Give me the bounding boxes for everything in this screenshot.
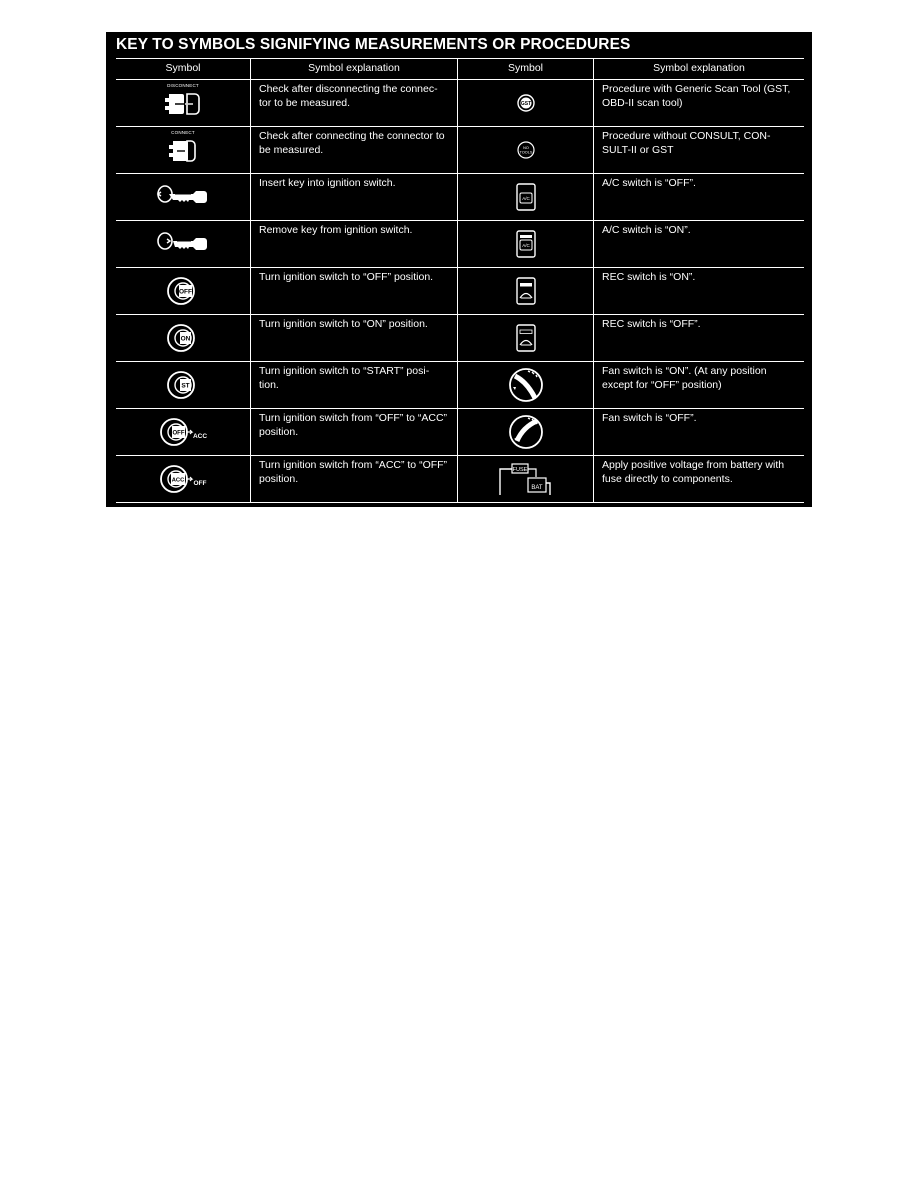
svg-text:OFF: OFF [179, 288, 192, 296]
svg-text:A/C: A/C [521, 243, 530, 248]
ignition-start-explanation: Turn ignition switch to “START” posi- tion. [251, 362, 458, 408]
key-insert-explanation: Insert key into ignition switch. [251, 174, 458, 220]
ac-switch-on-icon [458, 221, 594, 267]
connector-connect-icon: CONNECT [116, 127, 251, 173]
ignition-off-to-acc-explanation: Turn ignition switch from “OFF” to “ACC” position. [251, 409, 458, 455]
ac-on-explanation: A/C switch is “ON”. [602, 224, 691, 236]
ignition-off-icon [116, 268, 251, 314]
fan-switch-off-icon [458, 409, 594, 455]
gst-explanation: Procedure with Generic Scan Tool (GST, OBD-II scan tool) [602, 83, 791, 109]
svg-text:BAT: BAT [530, 485, 543, 491]
svg-text:GST: GST [520, 101, 531, 107]
ac-off-explanation: A/C switch is “OFF”. [602, 177, 696, 189]
symbol-table [116, 58, 804, 503]
ignition-on-explanation: Turn ignition switch to “ON” position. [251, 315, 458, 361]
disconnect-explanation: Check after disconnecting the connec- tor to be measured. [251, 80, 458, 126]
svg-text:A/C: A/C [521, 196, 530, 201]
svg-text:TOOLS: TOOLS [519, 150, 532, 155]
ignition-start-icon [116, 362, 251, 408]
rec-switch-on-icon [458, 268, 594, 314]
svg-text:ON: ON [180, 335, 191, 343]
rec-off-explanation: REC switch is “OFF”. [602, 318, 701, 330]
fan-on-explanation: Fan switch is “ON”. (At any position except for “OFF” position) [602, 365, 767, 391]
rec-switch-off-icon [458, 315, 594, 361]
ignition-acc-to-off-explanation: Turn ignition switch from “ACC” to “OFF” position. [251, 456, 458, 502]
svg-text:ACC: ACC [192, 433, 208, 440]
svg-text:FUSE: FUSE [512, 467, 527, 473]
table-row [116, 268, 804, 315]
no-tools-explanation: Procedure without CONSULT, CON- SULT-II or GST [602, 130, 771, 156]
key-remove-explanation: Remove key from ignition switch. [251, 221, 458, 267]
table-row [116, 409, 804, 456]
table-header [116, 58, 804, 80]
svg-text:ACC: ACC [171, 477, 185, 484]
svg-text:OFF: OFF [193, 480, 207, 487]
panel-title: KEY TO SYMBOLS SIGNIFYING MEASUREMENTS OR PROCEDURES [116, 36, 631, 53]
table-row [116, 362, 804, 409]
symbol-key-panel [106, 32, 812, 507]
fan-switch-on-icon [458, 362, 594, 408]
table-row [116, 315, 804, 362]
header-explanation-2: Symbol explanation [653, 62, 745, 74]
connect-explanation: Check after connecting the connector to be measured. [251, 127, 458, 173]
table-row [116, 456, 804, 503]
table-row [116, 80, 804, 127]
table-row [116, 127, 804, 174]
no-tools-icon [458, 127, 594, 173]
ignition-acc-to-off-icon [116, 456, 251, 502]
rec-on-explanation: REC switch is “ON”. [602, 271, 696, 283]
ignition-on-icon [116, 315, 251, 361]
key-insert-icon [116, 174, 251, 220]
svg-text:OFF: OFF [172, 430, 185, 437]
svg-text:ST: ST [181, 382, 190, 390]
ignition-off-explanation: Turn ignition switch to “OFF” position. [251, 268, 458, 314]
connector-disconnect-icon: DISCONNECT [116, 80, 251, 126]
ac-switch-off-icon [458, 174, 594, 220]
fuse-battery-explanation: Apply positive voltage from battery with fuse directly to components. [602, 459, 785, 485]
header-explanation-1: Symbol explanation [251, 59, 458, 79]
fuse-battery-icon [458, 456, 594, 502]
fan-off-explanation: Fan switch is “OFF”. [602, 412, 697, 424]
header-symbol-2: Symbol [458, 59, 594, 79]
table-row [116, 174, 804, 221]
key-remove-icon [116, 221, 251, 267]
gst-icon [458, 80, 594, 126]
table-row [116, 221, 804, 268]
header-symbol-1: Symbol [116, 59, 251, 79]
svg-text:NO: NO [522, 146, 529, 150]
ignition-off-to-acc-icon [116, 409, 251, 455]
